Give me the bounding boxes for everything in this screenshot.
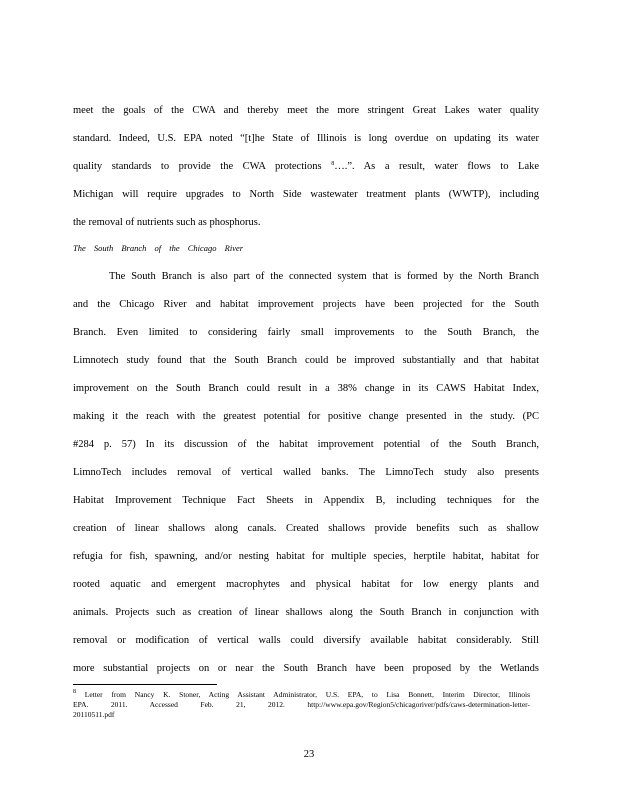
body-text-segment: quality standards to provide the CWA protections [73, 161, 322, 172]
section-heading: The South Branch of the Chicago River [73, 243, 244, 253]
body-text-line: #284 p. 57) In its discussion of the habitat improvement potential of the South Branch, [73, 439, 539, 450]
body-text-line: animals. Projects such as creation of linear shallows along the South Branch in conjunction with [73, 607, 539, 618]
body-text-line: more substantial projects on or near the South Branch have been proposed by the Wetlands [73, 663, 539, 674]
body-text-line: The South Branch is also part of the connected system that is formed by the North Branch [109, 271, 539, 282]
body-text-line: and the Chicago River and habitat improvement projects have been projected for the South [73, 299, 539, 310]
body-text-line: LimnoTech includes removal of vertical walled banks. The LimnoTech study also presents [73, 467, 539, 478]
footnote-marker: 8 [73, 689, 76, 695]
body-text-line: rooted aquatic and emergent macrophytes and physical habitat for low energy plants and [73, 579, 539, 590]
footnote-line [73, 690, 530, 700]
body-text-line: refugia for fish, spawning, and/or nesting habitat for multiple species, herptile habitat, habitat for [73, 551, 539, 562]
body-text-line [73, 160, 539, 174]
body-text-line: making it the reach with the greatest potential for positive change presented in the study. (PC [73, 411, 539, 422]
body-text-line: Habitat Improvement Technique Fact Sheets in Appendix B, including techniques for the [73, 495, 539, 506]
body-text-line: the removal of nutrients such as phosphorus. [73, 217, 261, 228]
body-text-segment: ….”. As a result, water flows to Lake [334, 161, 540, 172]
footnote-line: 20110511.pdf [73, 710, 115, 719]
body-text-line: creation of linear shallows along canals. Created shallows provide benefits such as shallow [73, 523, 539, 534]
footnote-separator [73, 684, 217, 685]
footnote-text: Letter from Nancy K. Stoner, Acting Assistant Administrator, U.S. EPA, to Lisa Bonnett, Interim Director, Illinois [84, 690, 531, 699]
body-text-line: improvement on the South Branch could result in a 38% change in its CAWS Habitat Index, [73, 383, 539, 394]
body-text-line: standard. Indeed, U.S. EPA noted “[t]he State of Illinois is long overdue on updating its water [73, 133, 539, 144]
page-number: 23 [303, 749, 315, 760]
body-text-line: Michigan will require upgrades to North Side wastewater treatment plants (WWTP), including [73, 189, 539, 200]
body-text-line: Limnotech study found that the South Branch could be improved substantially and that habitat [73, 355, 539, 366]
footnote-line: EPA. 2011. Accessed Feb. 21, 2012. http://www.epa.gov/Region5/chicagoriver/pdfs/caws-determination-letter- [73, 700, 530, 709]
body-text-line: removal or modification of vertical walls could diversify available habitat considerably. Still [73, 635, 539, 646]
body-text-line: meet the goals of the CWA and thereby meet the more stringent Great Lakes water quality [73, 105, 539, 116]
footnote-reference: 8 [331, 161, 335, 167]
body-text-line: Branch. Even limited to considering fairly small improvements to the South Branch, the [73, 327, 539, 338]
